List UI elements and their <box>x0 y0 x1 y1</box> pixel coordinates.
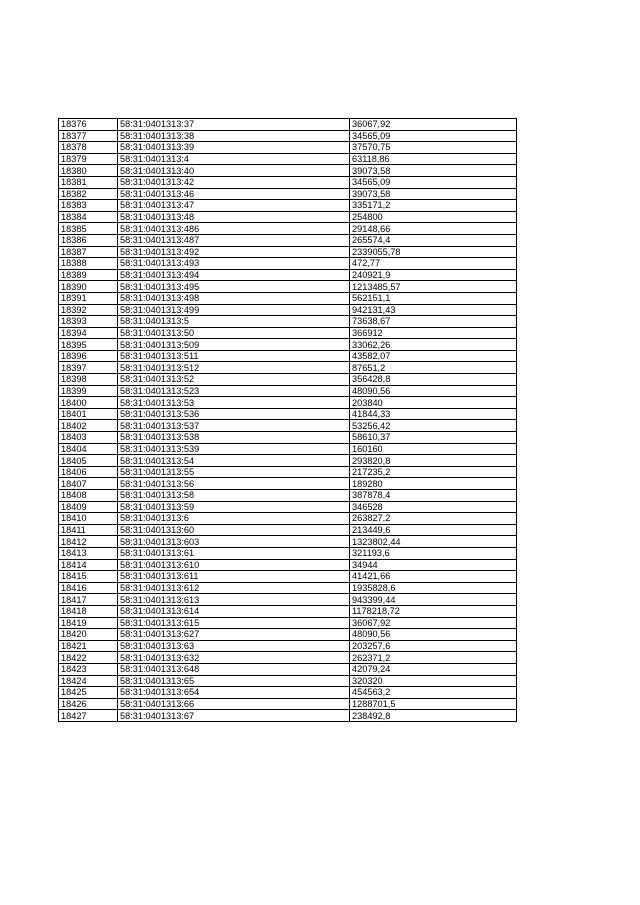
cadastral-number-cell: 58:31:0401313:512 <box>118 362 350 374</box>
row-number-cell: 18386 <box>59 234 118 246</box>
value-cell: 33062,26 <box>350 339 517 351</box>
table-row <box>59 223 517 235</box>
value-cell: 254800 <box>350 211 517 223</box>
value-cell: 39073,58 <box>350 165 517 177</box>
value-cell: 42079,24 <box>350 663 517 675</box>
table-row <box>59 675 517 687</box>
value-cell: 53256,42 <box>350 420 517 432</box>
cadastral-number-cell: 58:31:0401313:53 <box>118 397 350 409</box>
value-cell: 36067,92 <box>350 119 517 131</box>
row-number-cell: 18393 <box>59 316 118 328</box>
cadastral-number-cell: 58:31:0401313:613 <box>118 594 350 606</box>
cadastral-number-cell: 58:31:0401313:58 <box>118 490 350 502</box>
value-cell: 34565,09 <box>350 176 517 188</box>
table-row <box>59 501 517 513</box>
table-row <box>59 153 517 165</box>
row-number-cell: 18403 <box>59 432 118 444</box>
row-number-cell: 18409 <box>59 501 118 513</box>
value-cell: 1323802,44 <box>350 536 517 548</box>
value-cell: 1213485,57 <box>350 281 517 293</box>
cadastral-number-cell: 58:31:0401313:614 <box>118 605 350 617</box>
table-row <box>59 663 517 675</box>
cadastral-number-cell: 58:31:0401313:495 <box>118 281 350 293</box>
row-number-cell: 18396 <box>59 350 118 362</box>
table-row <box>59 119 517 131</box>
cadastral-number-cell: 58:31:0401313:42 <box>118 176 350 188</box>
row-number-cell: 18379 <box>59 153 118 165</box>
table-row <box>59 490 517 502</box>
row-number-cell: 18392 <box>59 304 118 316</box>
cadastral-number-cell: 58:31:0401313:39 <box>118 142 350 154</box>
value-cell: 203840 <box>350 397 517 409</box>
table-row <box>59 710 517 722</box>
value-cell: 213449,6 <box>350 524 517 536</box>
cadastral-number-cell: 58:31:0401313:4 <box>118 153 350 165</box>
cadastral-number-cell: 58:31:0401313:6 <box>118 513 350 525</box>
cadastral-number-cell: 58:31:0401313:511 <box>118 350 350 362</box>
cadastral-number-cell: 58:31:0401313:539 <box>118 443 350 455</box>
value-cell: 203257,6 <box>350 640 517 652</box>
row-number-cell: 18399 <box>59 385 118 397</box>
row-number-cell: 18426 <box>59 698 118 710</box>
value-cell: 262371,2 <box>350 652 517 664</box>
cadastral-number-cell: 58:31:0401313:610 <box>118 559 350 571</box>
table-row <box>59 385 517 397</box>
table-row <box>59 258 517 270</box>
cadastral-number-cell: 58:31:0401313:60 <box>118 524 350 536</box>
table-row <box>59 327 517 339</box>
value-cell: 942131,43 <box>350 304 517 316</box>
value-cell: 1935828,6 <box>350 582 517 594</box>
value-cell: 240921,9 <box>350 269 517 281</box>
table-row <box>59 547 517 559</box>
row-number-cell: 18425 <box>59 687 118 699</box>
value-cell: 346528 <box>350 501 517 513</box>
value-cell: 160160 <box>350 443 517 455</box>
table-row <box>59 536 517 548</box>
cadastral-number-cell: 58:31:0401313:523 <box>118 385 350 397</box>
value-cell: 58610,37 <box>350 432 517 444</box>
cadastral-number-cell: 58:31:0401313:611 <box>118 571 350 583</box>
value-cell: 29148,66 <box>350 223 517 235</box>
value-cell: 293820,8 <box>350 455 517 467</box>
row-number-cell: 18388 <box>59 258 118 270</box>
cadastral-number-cell: 58:31:0401313:486 <box>118 223 350 235</box>
value-cell: 265574,4 <box>350 234 517 246</box>
value-cell: 320320 <box>350 675 517 687</box>
row-number-cell: 18395 <box>59 339 118 351</box>
row-number-cell: 18377 <box>59 130 118 142</box>
row-number-cell: 18384 <box>59 211 118 223</box>
table-row <box>59 571 517 583</box>
value-cell: 472,77 <box>350 258 517 270</box>
table-row <box>59 432 517 444</box>
table-row <box>59 362 517 374</box>
value-cell: 48090,56 <box>350 629 517 641</box>
cadastral-number-cell: 58:31:0401313:537 <box>118 420 350 432</box>
cadastral-number-cell: 58:31:0401313:536 <box>118 408 350 420</box>
row-number-cell: 18424 <box>59 675 118 687</box>
cadastral-number-cell: 58:31:0401313:40 <box>118 165 350 177</box>
row-number-cell: 18413 <box>59 547 118 559</box>
table-row <box>59 397 517 409</box>
cadastral-number-cell: 58:31:0401313:47 <box>118 200 350 212</box>
table-row <box>59 478 517 490</box>
row-number-cell: 18378 <box>59 142 118 154</box>
table-row <box>59 455 517 467</box>
table-row <box>59 640 517 652</box>
value-cell: 335171,2 <box>350 200 517 212</box>
value-cell: 321193,6 <box>350 547 517 559</box>
table-row <box>59 165 517 177</box>
value-cell: 34944 <box>350 559 517 571</box>
row-number-cell: 18401 <box>59 408 118 420</box>
table-row <box>59 698 517 710</box>
row-number-cell: 18394 <box>59 327 118 339</box>
cadastral-number-cell: 58:31:0401313:48 <box>118 211 350 223</box>
value-cell: 387878,4 <box>350 490 517 502</box>
table-row <box>59 374 517 386</box>
value-cell: 39073,58 <box>350 188 517 200</box>
cadastral-number-cell: 58:31:0401313:55 <box>118 466 350 478</box>
table-row <box>59 687 517 699</box>
value-cell: 263827,2 <box>350 513 517 525</box>
cadastral-number-cell: 58:31:0401313:37 <box>118 119 350 131</box>
table-row <box>59 605 517 617</box>
table-row <box>59 304 517 316</box>
cadastral-number-cell: 58:31:0401313:50 <box>118 327 350 339</box>
table-row <box>59 420 517 432</box>
cadastral-number-cell: 58:31:0401313:494 <box>118 269 350 281</box>
cadastral-number-cell: 58:31:0401313:38 <box>118 130 350 142</box>
table-row <box>59 652 517 664</box>
row-number-cell: 18420 <box>59 629 118 641</box>
table-row <box>59 443 517 455</box>
cadastral-number-cell: 58:31:0401313:615 <box>118 617 350 629</box>
value-cell: 43582,07 <box>350 350 517 362</box>
cadastral-number-cell: 58:31:0401313:54 <box>118 455 350 467</box>
cadastral-number-cell: 58:31:0401313:487 <box>118 234 350 246</box>
row-number-cell: 18398 <box>59 374 118 386</box>
data-table <box>58 118 517 722</box>
table-row <box>59 339 517 351</box>
table-row <box>59 188 517 200</box>
row-number-cell: 18416 <box>59 582 118 594</box>
cadastral-number-cell: 58:31:0401313:654 <box>118 687 350 699</box>
cadastral-number-cell: 58:31:0401313:509 <box>118 339 350 351</box>
value-cell: 356428,8 <box>350 374 517 386</box>
cadastral-number-cell: 58:31:0401313:52 <box>118 374 350 386</box>
cadastral-number-cell: 58:31:0401313:46 <box>118 188 350 200</box>
row-number-cell: 18414 <box>59 559 118 571</box>
table-row <box>59 524 517 536</box>
row-number-cell: 18405 <box>59 455 118 467</box>
table-row <box>59 594 517 606</box>
cadastral-number-cell: 58:31:0401313:66 <box>118 698 350 710</box>
table-row <box>59 559 517 571</box>
value-cell: 454563,2 <box>350 687 517 699</box>
value-cell: 87651,2 <box>350 362 517 374</box>
table-row <box>59 200 517 212</box>
table-row <box>59 513 517 525</box>
spreadsheet-page <box>58 118 516 722</box>
row-number-cell: 18423 <box>59 663 118 675</box>
row-number-cell: 18385 <box>59 223 118 235</box>
row-number-cell: 18380 <box>59 165 118 177</box>
row-number-cell: 18417 <box>59 594 118 606</box>
row-number-cell: 18408 <box>59 490 118 502</box>
value-cell: 2339055,78 <box>350 246 517 258</box>
table-row <box>59 234 517 246</box>
cadastral-number-cell: 58:31:0401313:61 <box>118 547 350 559</box>
cadastral-number-cell: 58:31:0401313:499 <box>118 304 350 316</box>
cadastral-number-cell: 58:31:0401313:648 <box>118 663 350 675</box>
row-number-cell: 18411 <box>59 524 118 536</box>
value-cell: 41844,33 <box>350 408 517 420</box>
cadastral-number-cell: 58:31:0401313:56 <box>118 478 350 490</box>
cadastral-number-cell: 58:31:0401313:538 <box>118 432 350 444</box>
cadastral-number-cell: 58:31:0401313:632 <box>118 652 350 664</box>
cadastral-number-cell: 58:31:0401313:492 <box>118 246 350 258</box>
cadastral-number-cell: 58:31:0401313:498 <box>118 292 350 304</box>
row-number-cell: 18383 <box>59 200 118 212</box>
table-row <box>59 350 517 362</box>
row-number-cell: 18407 <box>59 478 118 490</box>
cadastral-number-cell: 58:31:0401313:612 <box>118 582 350 594</box>
table-row <box>59 176 517 188</box>
table-row <box>59 281 517 293</box>
table-row <box>59 211 517 223</box>
row-number-cell: 18381 <box>59 176 118 188</box>
cadastral-number-cell: 58:31:0401313:59 <box>118 501 350 513</box>
value-cell: 562151,1 <box>350 292 517 304</box>
value-cell: 36067,92 <box>350 617 517 629</box>
cadastral-number-cell: 58:31:0401313:627 <box>118 629 350 641</box>
table-row <box>59 582 517 594</box>
table-row <box>59 142 517 154</box>
value-cell: 217235,2 <box>350 466 517 478</box>
row-number-cell: 18389 <box>59 269 118 281</box>
value-cell: 48090,56 <box>350 385 517 397</box>
row-number-cell: 18412 <box>59 536 118 548</box>
cadastral-number-cell: 58:31:0401313:5 <box>118 316 350 328</box>
row-number-cell: 18390 <box>59 281 118 293</box>
cadastral-number-cell: 58:31:0401313:63 <box>118 640 350 652</box>
value-cell: 73638,67 <box>350 316 517 328</box>
row-number-cell: 18402 <box>59 420 118 432</box>
value-cell: 37570,75 <box>350 142 517 154</box>
row-number-cell: 18406 <box>59 466 118 478</box>
table-row <box>59 629 517 641</box>
row-number-cell: 18400 <box>59 397 118 409</box>
value-cell: 34565,09 <box>350 130 517 142</box>
cadastral-number-cell: 58:31:0401313:67 <box>118 710 350 722</box>
table-row <box>59 269 517 281</box>
value-cell: 41421,66 <box>350 571 517 583</box>
value-cell: 189280 <box>350 478 517 490</box>
table-row <box>59 316 517 328</box>
row-number-cell: 18422 <box>59 652 118 664</box>
row-number-cell: 18404 <box>59 443 118 455</box>
row-number-cell: 18391 <box>59 292 118 304</box>
table-row <box>59 130 517 142</box>
cadastral-number-cell: 58:31:0401313:603 <box>118 536 350 548</box>
table-row <box>59 617 517 629</box>
table-row <box>59 292 517 304</box>
table-row <box>59 466 517 478</box>
cadastral-number-cell: 58:31:0401313:65 <box>118 675 350 687</box>
row-number-cell: 18419 <box>59 617 118 629</box>
row-number-cell: 18387 <box>59 246 118 258</box>
value-cell: 238492,8 <box>350 710 517 722</box>
row-number-cell: 18421 <box>59 640 118 652</box>
row-number-cell: 18415 <box>59 571 118 583</box>
value-cell: 366912 <box>350 327 517 339</box>
row-number-cell: 18382 <box>59 188 118 200</box>
value-cell: 1288701,5 <box>350 698 517 710</box>
row-number-cell: 18427 <box>59 710 118 722</box>
row-number-cell: 18418 <box>59 605 118 617</box>
row-number-cell: 18410 <box>59 513 118 525</box>
table-row <box>59 408 517 420</box>
value-cell: 63118,86 <box>350 153 517 165</box>
row-number-cell: 18376 <box>59 119 118 131</box>
row-number-cell: 18397 <box>59 362 118 374</box>
table-body <box>59 119 517 722</box>
value-cell: 943399,44 <box>350 594 517 606</box>
cadastral-number-cell: 58:31:0401313:493 <box>118 258 350 270</box>
table-row <box>59 246 517 258</box>
value-cell: 1178218,72 <box>350 605 517 617</box>
